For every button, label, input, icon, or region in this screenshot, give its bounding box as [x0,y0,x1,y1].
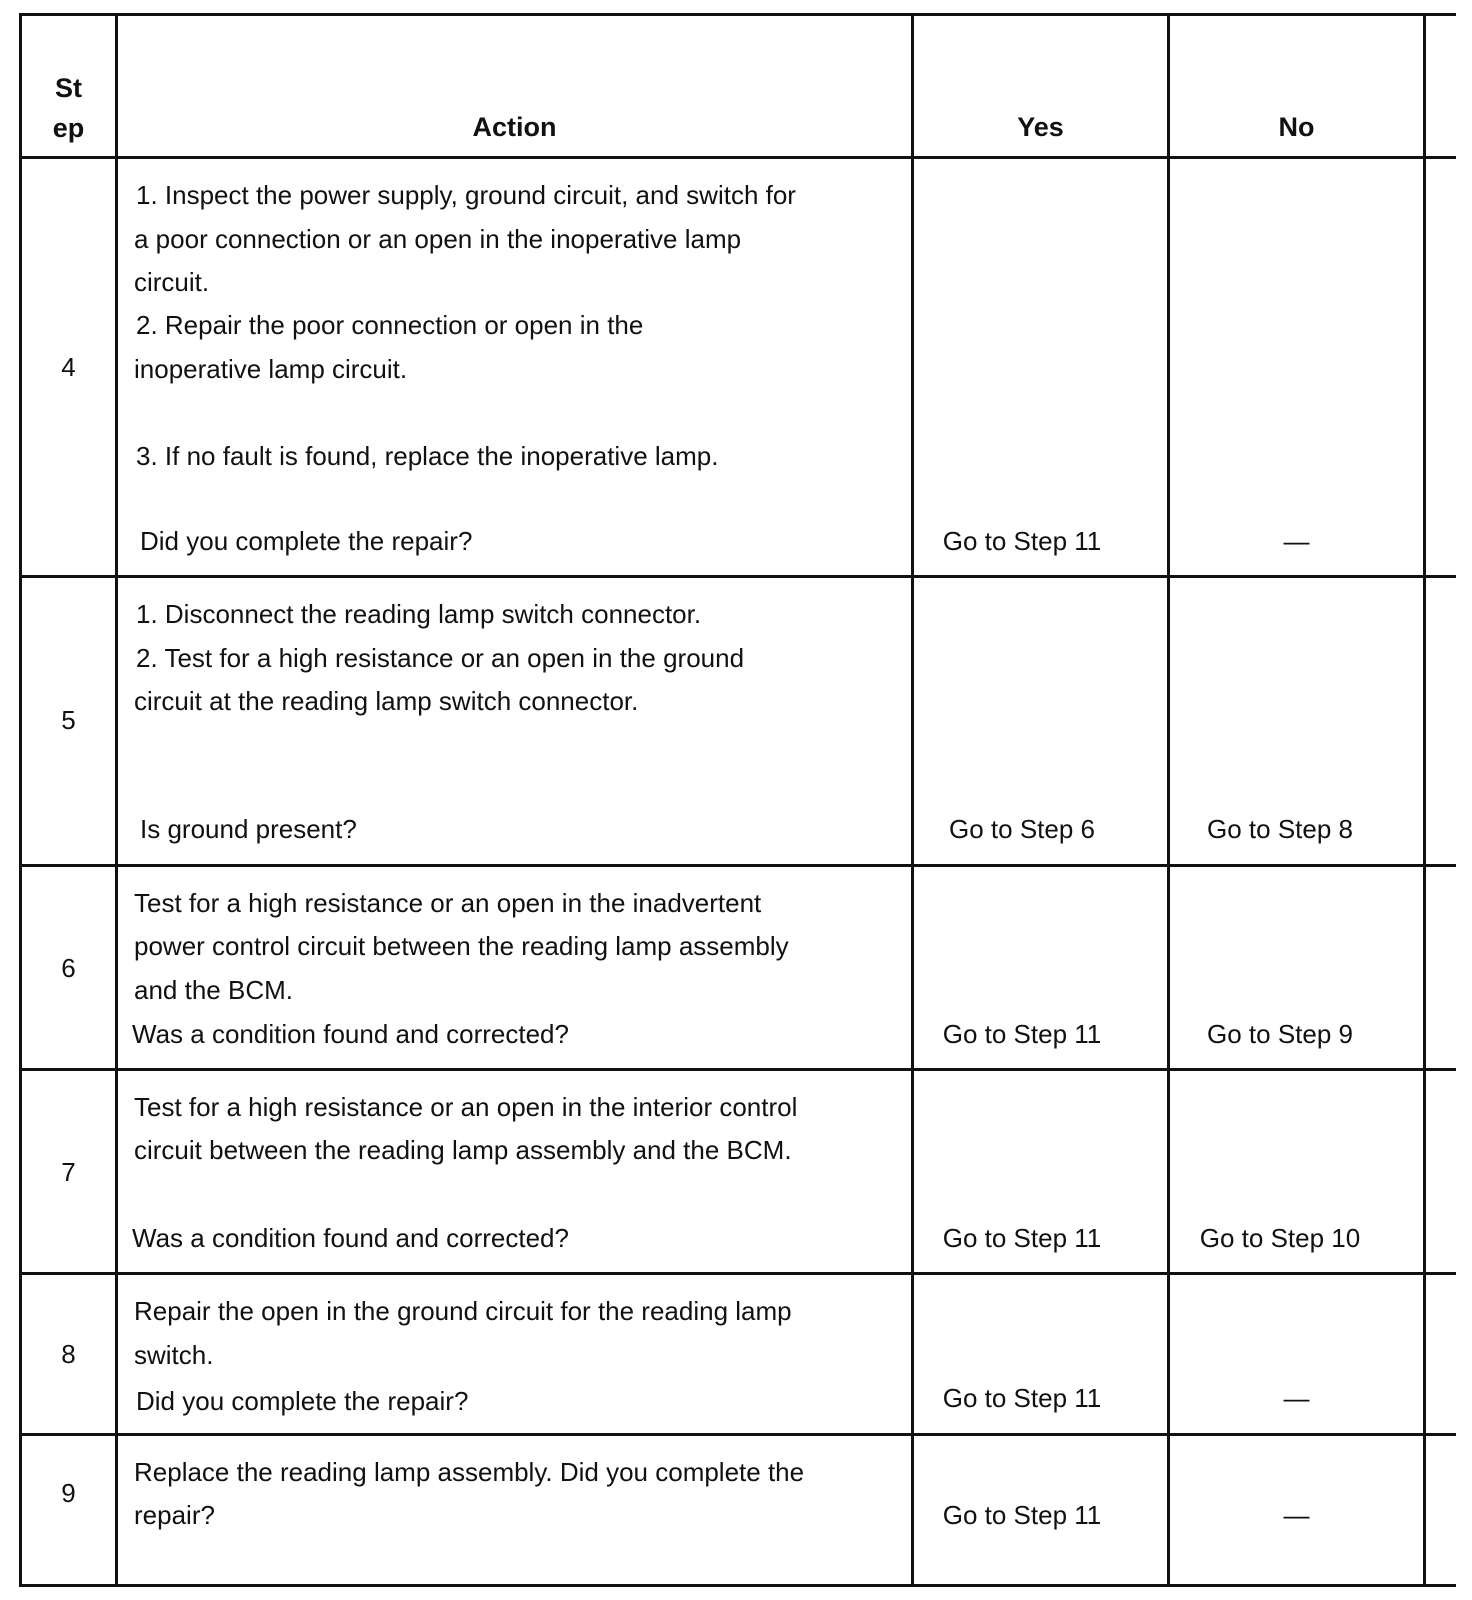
row-divider [19,575,1456,578]
step-number: 7 [61,1157,76,1187]
column-divider [115,13,118,1587]
yes-cell: Go to Step 11 [942,1223,1102,1253]
no-cell: — [1283,526,1310,556]
header-step-line: ep [52,113,85,143]
yes-cell: Go to Step 11 [942,1019,1102,1049]
step-number: 8 [61,1339,76,1369]
action-question: Was a condition found and corrected? [132,1223,569,1253]
row-divider [19,156,1456,159]
action-line: Repair the open in the ground circuit for the reading lamp [134,1296,792,1326]
action-line: 3. If no fault is found, replace the inoperative lamp. [136,441,719,471]
row-divider [19,864,1456,867]
action-line: power control circuit between the reading lamp assembly [134,931,789,961]
action-line: 2. Test for a high resistance or an open in the ground [136,643,745,673]
action-question: Is ground present? [140,814,357,844]
header-step [22,68,115,148]
step-number: 9 [61,1478,76,1508]
step-number: 6 [61,953,76,983]
table-border-top [19,13,1456,16]
no-cell: Go to Step 10 [1199,1223,1361,1253]
yes-cell: Go to Step 11 [942,1500,1102,1530]
action-line: Test for a high resistance or an open in the interior control [134,1092,798,1122]
no-cell: Go to Step 8 [1207,814,1353,844]
header-step-line: St [55,73,82,103]
yes-cell: Go to Step 6 [949,814,1095,844]
action-line: repair? [134,1500,215,1530]
action-line: 1. Disconnect the reading lamp switch connector. [136,599,702,629]
row-divider [19,1272,1456,1275]
action-line: 2. Repair the poor connection or open in the [136,310,644,340]
table-border-bottom [19,1584,1456,1587]
no-cell: — [1283,1383,1310,1413]
action-line: circuit between the reading lamp assembly and the BCM. [134,1135,792,1165]
step-number: 4 [61,352,76,382]
header-action: Action [472,112,557,142]
column-divider [1167,13,1170,1587]
yes-cell: Go to Step 11 [942,526,1102,556]
step-number: 5 [61,705,76,735]
action-line: circuit. [134,267,210,297]
action-line: 1. Inspect the power supply, ground circuit, and switch for [136,180,796,210]
action-line: a poor connection or an open in the inoperative lamp [134,224,742,254]
header-no: No [1278,112,1315,142]
no-cell: — [1283,1500,1310,1530]
action-line: inoperative lamp circuit. [134,354,408,384]
row-divider [19,1068,1456,1071]
column-divider [911,13,914,1587]
row-divider [19,1433,1456,1436]
action-line: Replace the reading lamp assembly. Did you complete the [134,1457,805,1487]
yes-cell: Go to Step 11 [942,1383,1102,1413]
action-line: Test for a high resistance or an open in the inadvertent [134,888,762,918]
action-question: Did you complete the repair? [140,526,473,556]
action-question: Did you complete the repair? [136,1386,469,1416]
action-line: circuit at the reading lamp switch connector. [134,686,639,716]
action-question: Was a condition found and corrected? [132,1019,569,1049]
diagnostic-table [19,13,1456,1587]
table-border-right [1423,13,1426,1587]
no-cell: Go to Step 9 [1207,1019,1353,1049]
action-line: switch. [134,1340,214,1370]
action-line: and the BCM. [134,975,293,1005]
header-yes: Yes [1017,112,1064,142]
